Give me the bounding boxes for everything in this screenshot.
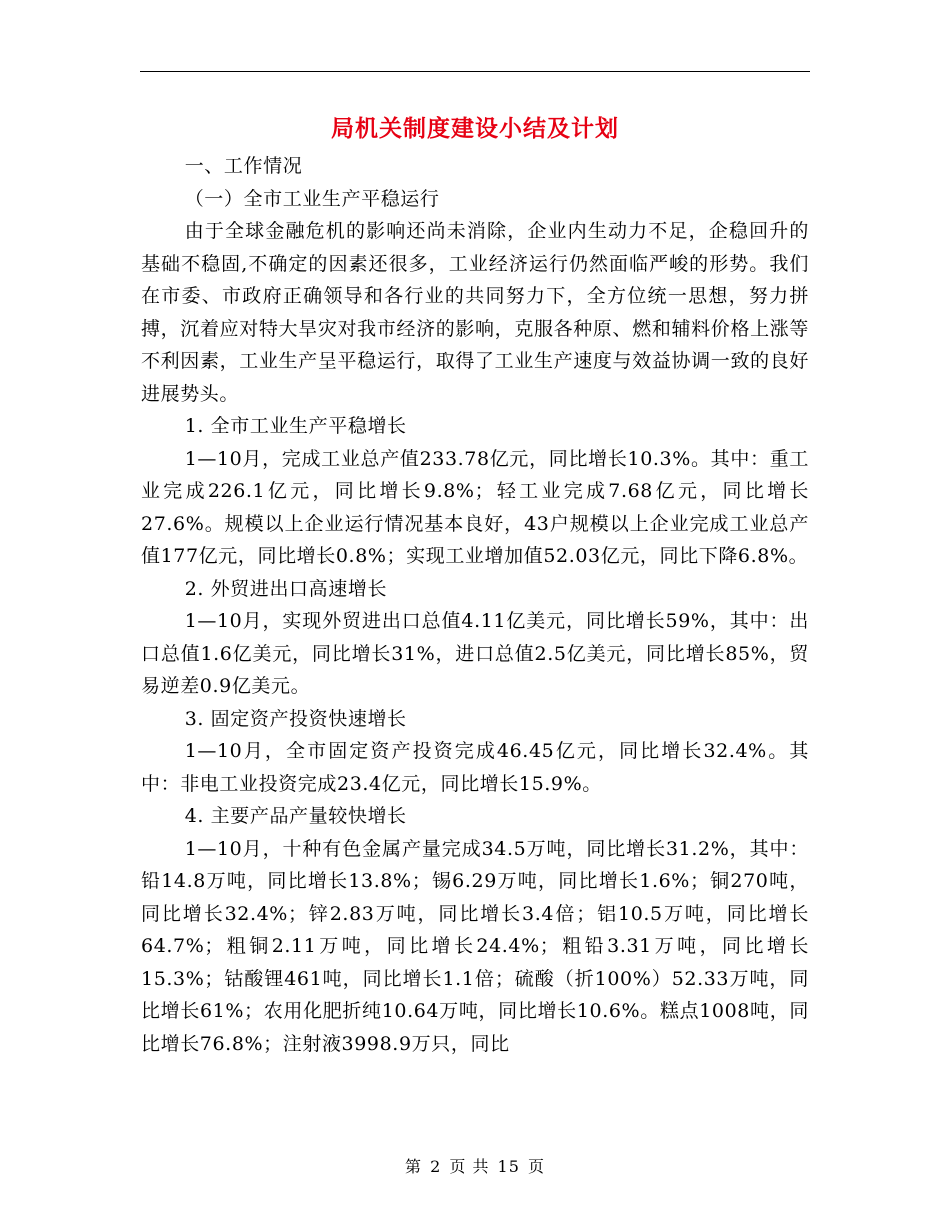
document-title: 局机关制度建设小结及计划 — [331, 115, 619, 142]
body-paragraph: 1—10月，全市固定资产投资完成46.45亿元，同比增长32.4%。其中：非电工业投资完成23.4亿元，同比增长15.9%。 — [141, 740, 809, 795]
document-body — [141, 150, 809, 1060]
item-heading: 2. 外贸进出口高速增长 — [184, 577, 388, 600]
page-total-number: 15 — [497, 1157, 520, 1176]
page-label-mid: 页 共 — [449, 1157, 490, 1176]
page-footer — [0, 1154, 950, 1177]
item-heading: 4. 主要产品产量较快增长 — [184, 805, 407, 827]
body-paragraph: 由于全球金融危机的影响还尚未消除，企业内生动力不足，企稳回升的基础不稳固,不确定的因素还很多，工业经济运行仍然面临严峻的形势。我们在市委、市政府正确领导和各行业的共同努力下，全方位统一思想，努力拼搏，沉着应对特大旱灾对我市经济的影响，克服各种原、燃和辅料价格上涨等不利因素，工业生产呈平稳运行，取得了工业生产速度与效益协调一致的良好进展势头。 — [141, 220, 809, 405]
body-paragraph: 1—10月，完成工业总产值233.78亿元，同比增长10.3%。其中：重工业完成226.1亿元，同比增长9.8%；轻工业完成7.68亿元，同比增长27.6%。规模以上企业运行情况基本良好，43户规模以上企业完成工业总产值177亿元，同比增长0.8%；实现工业增加值52.03亿元，同比下降6.8%。 — [141, 447, 809, 567]
subsection-heading: （一）全市工业生产平稳运行 — [184, 187, 440, 210]
page-current-number: 2 — [430, 1157, 442, 1176]
page-label-suffix: 页 — [528, 1157, 546, 1176]
item-heading: 1. 全市工业生产平稳增长 — [184, 415, 407, 437]
body-paragraph: 1—10月，实现外贸进出口总值4.11亿美元，同比增长59%，其中：出口总值1.6亿美元，同比增长31%，进口总值2.5亿美元，同比增长85%，贸易逆差0.9亿美元。 — [141, 610, 809, 697]
page-label-prefix: 第 — [404, 1157, 422, 1176]
header-rule — [140, 71, 810, 72]
section-heading: 一、工作情况 — [184, 155, 303, 177]
item-heading: 3. 固定资产投资快速增长 — [184, 707, 407, 730]
body-paragraph: 1—10月，十种有色金属产量完成34.5万吨，同比增长31.2%，其中：铅14.8万吨，同比增长13.8%；锡6.29万吨，同比增长1.6%；铜270吨，同比增长32.4%；锌2.83万吨，同比增长3.4倍；铝10.5万吨，同比增长64.7%；粗铜2.11万吨，同比增长24.4%；粗铅3.31万吨，同比增长15.3%；钴酸锂461吨，同比增长1.1倍；硫酸（折100%）52.33万吨，同比增长61%；农用化肥折纯10.64万吨，同比增长10.6%。糕点1008吨，同比增长76.8%；注射液3998.9万只，同比 — [141, 837, 809, 1055]
